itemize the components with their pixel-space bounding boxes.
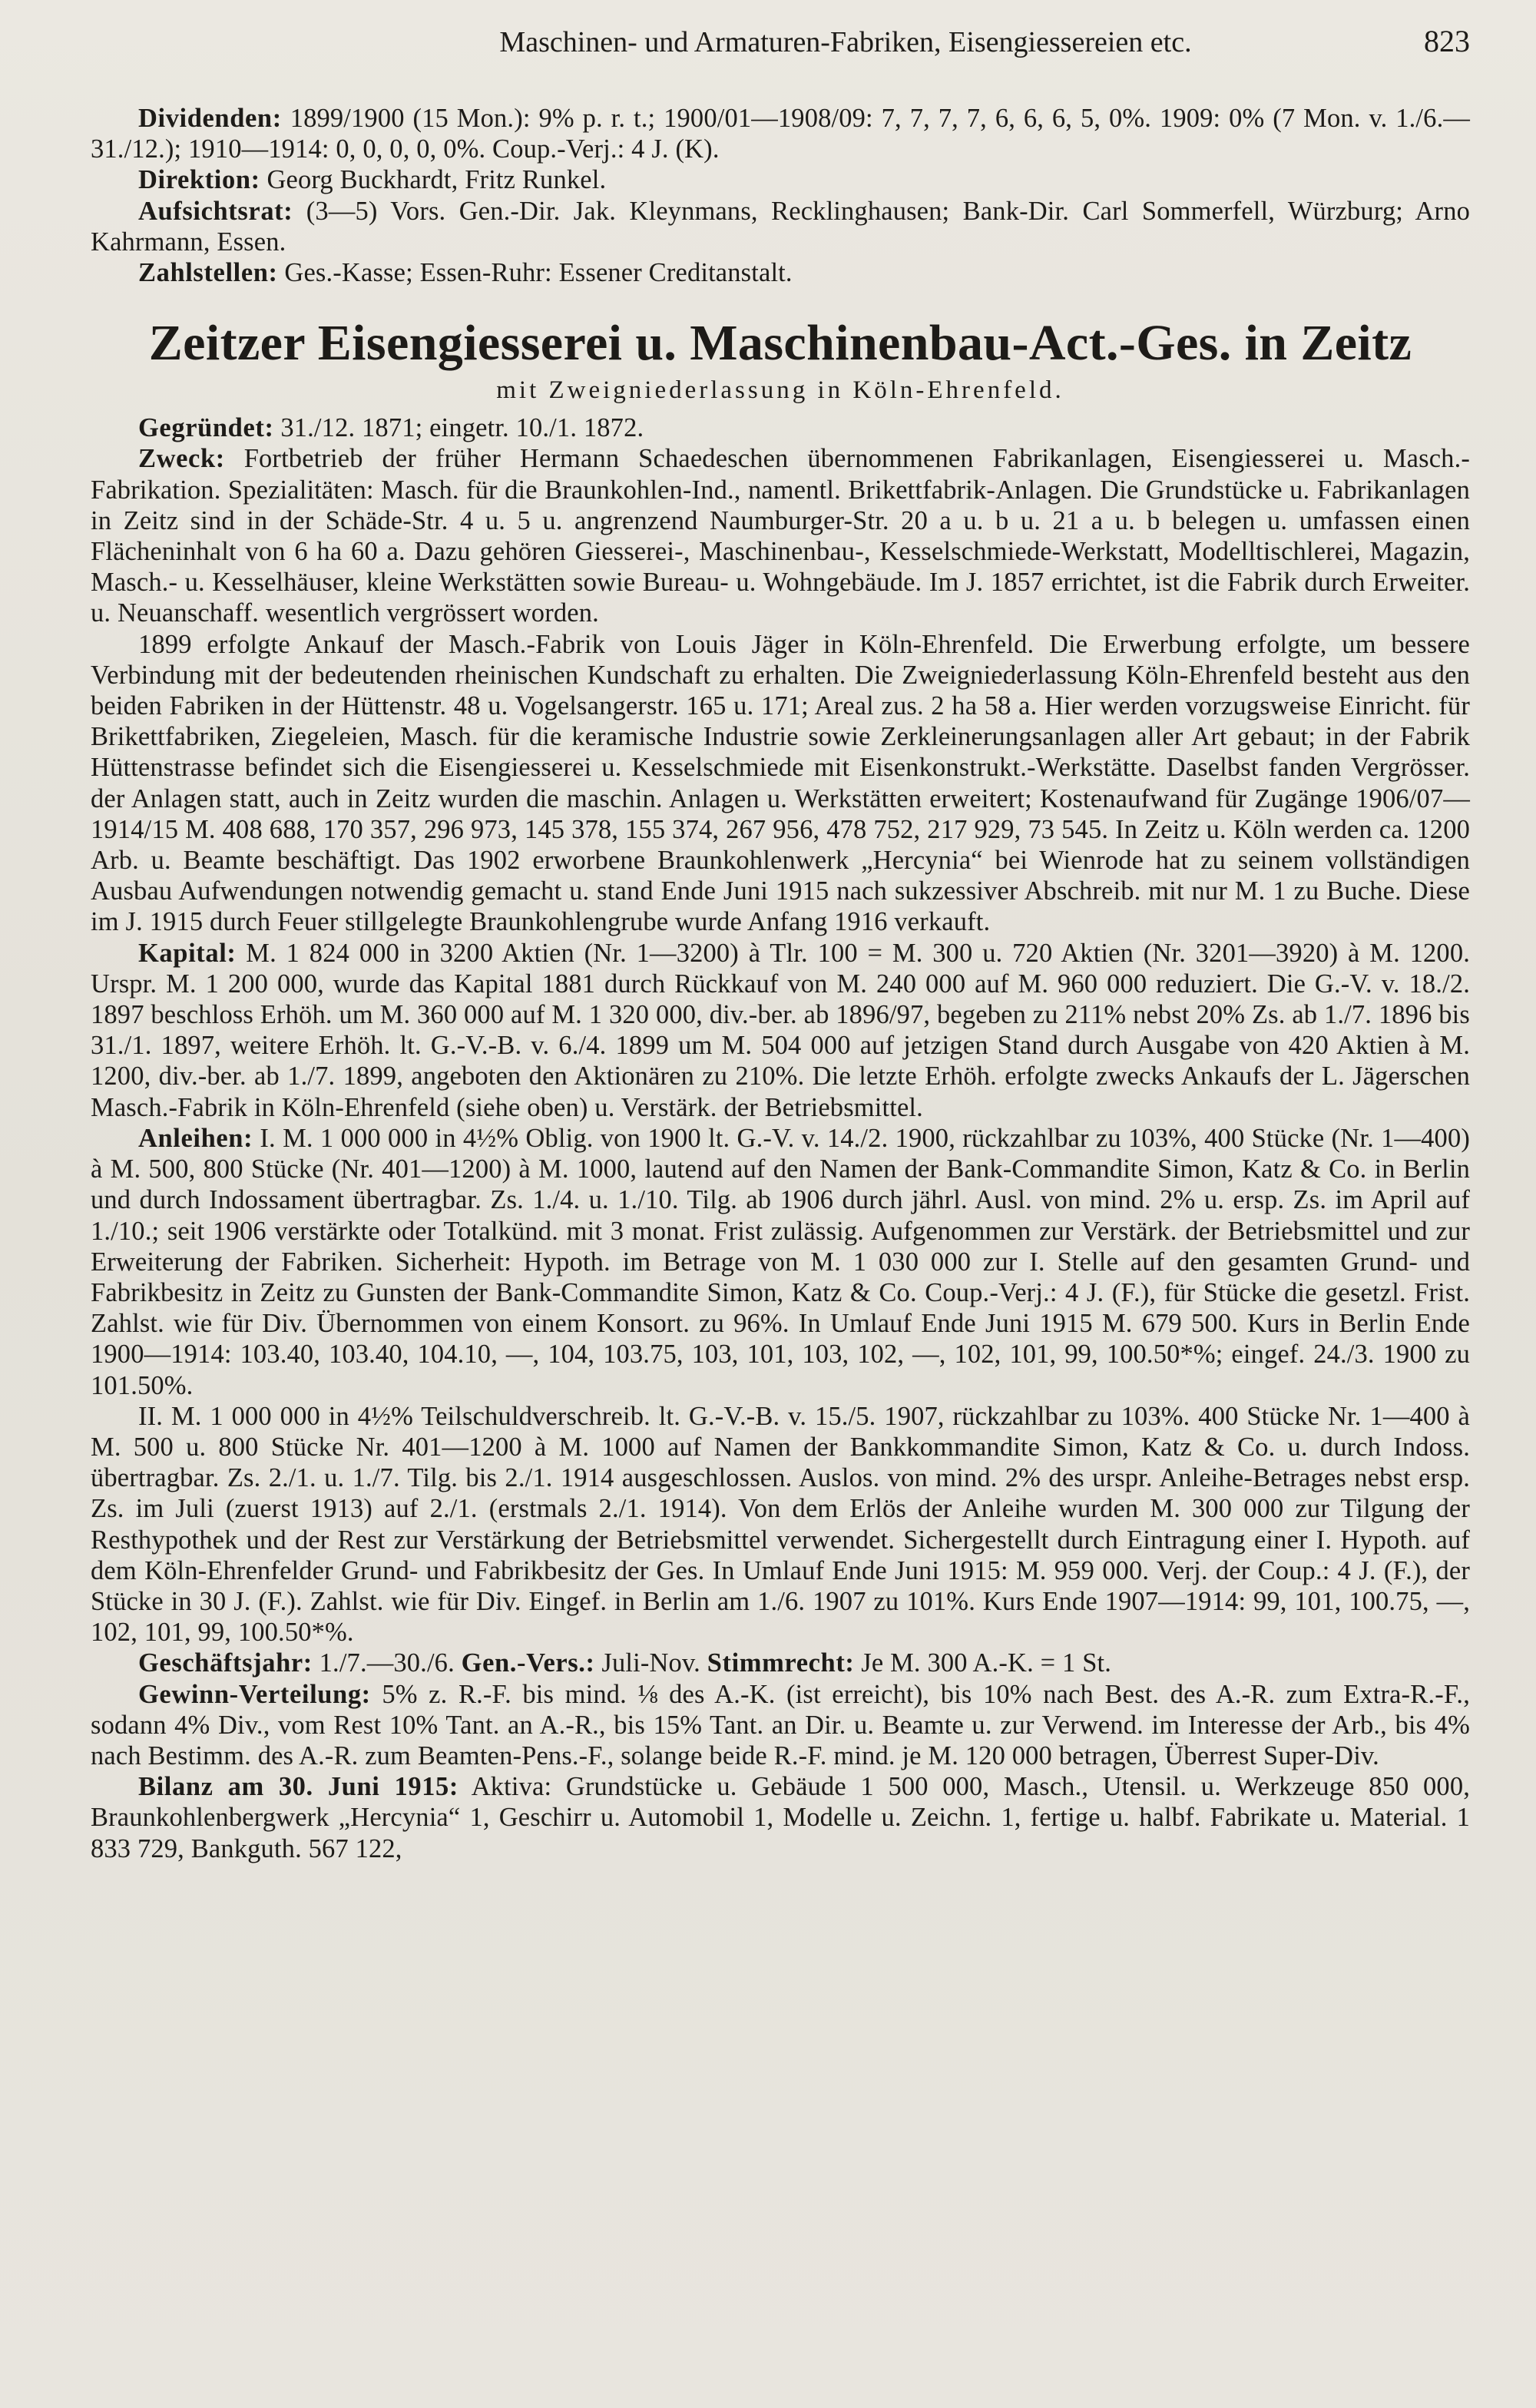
anleihen-label: Anleihen: [138,1123,253,1153]
zahlstellen-paragraph [91,257,1470,288]
zweck-text: Fortbetrieb der früher Hermann Schaedeschen übernommenen Fabrikanlagen, Eisengiesserei u. Masch.-Fabrikation. Spezialitäten: Masch. für die Braunkohlen-Ind., namentl. Brikettfabrik-Anlagen. Die Grundstücke u. Fabrikanlagen in Zeitz sind in der Schäde-Str. 4 u. 5 u. angrenzend Naumburger-Str. 20 a u. b u. 21 a u. b belegen u. umfassen einen Flächeninhalt von 6 ha 60 a. Dazu gehören Giesserei-, Maschinenbau-, Kesselschmiede-Werkstatt, Modelltischlerei, Magazin, Masch.- u. Kesselhäuser, kleine Werkstätten sowie Bureau- u. Wohngebäude. Im J. 1857 errichtet, ist die Fabrik durch Erweiter. u. Neuanschaff. wesentlich vergrössert worden. [91,444,1470,628]
bilanz-text: Aktiva: Grundstücke u. Gebäude 1 500 000, Masch., Utensil. u. Werkzeuge 850 000, Braunkohlenbergwerk „Hercynia“ 1, Geschirr u. Automobil 1, Modelle u. Zeichn. 1, fertige u. halbf. Fabrikate u. Material. 1 833 729, Bankguth. 567 122, [91,1772,1470,1863]
stimmrecht-text: Je M. 300 A.-K. = 1 St. [861,1648,1112,1678]
company-subtitle: mit Zweigniederlassung in Köln-Ehrenfeld. [496,376,1064,405]
gegruendet-text: 31./12. 1871; eingetr. 10./1. 1872. [280,413,644,443]
anleihen-i-paragraph [91,1123,1470,1401]
direktion-paragraph [91,164,1470,195]
history-paragraph: 1899 erfolgte Ankauf der Masch.-Fabrik von Louis Jäger in Köln-Ehrenfeld. Die Erwerbung erfolgte, um bessere Verbindung mit der bedeutenden rheinischen Kundschaft zu erhalten. Die Zweigniederlassung Köln-Ehrenfeld besteht aus den beiden Fabriken in der Hüttenstr. 48 u. Vogelsangerstr. 165 u. 171; Areal zus. 2 ha 58 a. Hier werden vorzugsweise Einricht. für Brikettfabriken, Ziegeleien, Masch. für die keramische Industrie sowie Zerkleinerungsanlagen aller Art gebaut; in der Fabrik Hüttenstrasse befindet sich die Eisengiesserei u. Kesselschmiede mit Eisenkonstrukt.-Werkstätte. Daselbst fanden Vergrösser. der Anlagen statt, auch in Zeitz wurden die maschin. Anlagen u. Werkstätten erweitert; Kostenaufwand für Zugänge 1906/07—1914/15 M. 408 688, 170 357, 296 973, 145 378, 155 374, 267 956, 478 752, 217 929, 73 545. In Zeitz u. Köln werden ca. 1200 Arb. u. Beamte beschäftigt. Das 1902 erworbene Braunkohlenwerk „Hercynia“ bei Wienrode hat zu seinem vollständigen Ausbau Aufwendungen notwendig gemacht u. stand Ende Juni 1915 nach sukzessiver Abschreib. mit nur M. 1 zu Buche. Diese im J. 1915 durch Feuer stillgelegte Braunkohlengrube wurde Anfang 1916 verkauft. [91,629,1470,937]
geschaeftsjahr-paragraph [91,1648,1470,1678]
gen-vers-text: Juli-Nov. [601,1648,700,1678]
aufsichtsrat-text: (3—5) Vors. Gen.-Dir. Jak. Kleynmans, Recklinghausen; Bank-Dir. Carl Sommerfell, Würzburg; Arno Kahrmann, Essen. [91,196,1470,257]
company-entry [91,412,1470,1864]
direktion-text: Georg Buckhardt, Fritz Runkel. [266,165,607,195]
zahlstellen-label: Zahlstellen: [138,258,278,288]
company-title: Zeitzer Eisengiesserei u. Maschinenbau-Act.-Ges. in Zeitz [148,315,1412,372]
running-head-title: Maschinen- und Armaturen-Fabriken, Eisengiessereien etc. [499,26,1192,58]
gegruendet-paragraph [91,412,1470,443]
aufsichtsrat-label: Aufsichtsrat: [138,196,293,226]
gegruendet-label: Gegründet: [138,413,274,443]
bilanz-paragraph [91,1771,1470,1864]
previous-entry [91,103,1470,288]
stimmrecht-label: Stimmrecht: [707,1648,855,1678]
zahlstellen-text: Ges.-Kasse; Essen-Ruhr: Essener Creditanstalt. [284,258,793,288]
kapital-label: Kapital: [138,938,237,968]
bilanz-label: Bilanz am 30. Juni 1915: [138,1772,458,1802]
anleihen-i-text: I. M. 1 000 000 in 4½% Oblig. von 1900 lt. G.-V. v. 14./2. 1900, rückzahlbar zu 103%, 400 Stücke (Nr. 1—400) à M. 500, 800 Stücke (Nr. 401—1200) à M. 1000, lautend auf den Namen der Bank-Commandite Simon, Katz & Co. in Berlin und durch Indossament übertragbar. Zs. 1./4. u. 1./10. Tilg. ab 1906 durch jährl. Ausl. von mind. 2% u. ersp. Zs. im April auf 1./10.; seit 1906 verstärkte oder Totalkünd. mit 3 monat. Frist zulässig. Aufgenommen zur Verstärk. der Betriebsmittel und zur Erweiterung der Fabriken. Sicherheit: Hypoth. im Betrage von M. 1 030 000 zur I. Stelle auf den gesamten Grund- und Fabrikbesitz in Zeitz zu Gunsten der Bank-Commandite Simon, Katz & Co. Coup.-Verj.: 4 J. (F.), für Stücke die gesetzl. Frist. Zahlst. wie für Div. Übernommen von einem Konsort. zu 96%. In Umlauf Ende Juni 1915 M. 679 500. Kurs in Berlin Ende 1900—1914: 103.40, 103.40, 104.10, —, 104, 103.75, 103, 101, 103, 102, —, 102, 101, 99, 100.50*%; eingef. 24./3. 1900 zu 101.50%. [91,1123,1470,1400]
anleihen-ii-paragraph: II. M. 1 000 000 in 4½% Teilschuldverschreib. lt. G.-V.-B. v. 15./5. 1907, rückzahlbar zu 103%. 400 Stücke Nr. 1—400 à M. 500 u. 800 Stücke Nr. 401—1200 à M. 1000 auf Namen der Bankkommandite Simon, Katz & Co. u. durch Indoss. übertragbar. Zs. 2./1. u. 1./7. Tilg. bis 2./1. 1914 ausgeschlossen. Auslos. von mind. 2% des urspr. Anleihe-Betrages nebst ersp. Zs. im Juli (zuerst 1913) auf 2./1. (erstmals 2./1. 1914). Von dem Erlös der Anleihe wurden M. 300 000 zur Tilgung der Resthypothek und der Rest zur Verstärkung der Betriebsmittel verwendet. Sichergestellt durch Eintragung einer I. Hypoth. auf dem Köln-Ehrenfelder Grund- und Fabrikbesitz der Ges. In Umlauf Ende Juni 1915: M. 959 000. Verj. der Coup.: 4 J. (F.), der Stücke in 30 J. (F.). Zahlst. wie für Div. Eingef. in Berlin am 1./6. 1907 zu 101%. Kurs Ende 1907—1914: 99, 101, 100.75, —, 102, 101, 99, 100.50*%. [91,1401,1470,1648]
direktion-label: Direktion: [138,165,260,195]
geschaeftsjahr-label: Geschäftsjahr: [138,1648,313,1678]
kapital-text: M. 1 824 000 in 3200 Aktien (Nr. 1—3200) à Tlr. 100 = M. 300 u. 720 Aktien (Nr. 3201—3920) à M. 1200. Urspr. M. 1 200 000, wurde das Kapital 1881 durch Rückkauf von M. 240 000 auf M. 960 000 reduziert. Die G.-V. v. 18./2. 1897 beschloss Erhöh. um M. 360 000 auf M. 1 320 000, div.-ber. ab 1896/97, begeben zu 211% nebst 20% Zs. ab 1./7. 1896 bis 31./1. 1897, weitere Erhöh. lt. G.-V.-B. v. 6./4. 1899 um M. 504 000 auf jetzigen Stand durch Ausgabe von 420 Aktien à M. 1200, div.-ber. ab 1./7. 1899, angeboten den Aktionären zu 210%. Die letzte Erhöh. erfolgte zwecks Ankaufs der L. Jägerschen Masch.-Fabrik in Köln-Ehrenfeld (siehe oben) u. Verstärk. der Betriebsmittel. [91,938,1470,1122]
zweck-paragraph [91,443,1470,628]
geschaeftsjahr-text: 1./7.—30./6. [319,1648,455,1678]
gewinn-text: 5% z. R.-F. bis mind. ⅛ des A.-K. (ist erreicht), bis 10% nach Best. des A.-R. zum Extra-R.-F., sodann 4% Div., vom Rest 10% Tant. an A.-R., bis 15% Tant. an Dir. u. Beamte u. zur Verwend. im Interesse der Arb., bis 4% nach Bestimm. des A.-R. zum Beamten-Pens.-F., solange beide R.-F. mind. je M. 120 000 betragen, Überrest Super-Div. [91,1679,1470,1770]
zweck-label: Zweck: [138,444,225,474]
aufsichtsrat-paragraph [91,196,1470,257]
running-head [91,23,1470,69]
dividenden-text: 1899/1900 (15 Mon.): 9% p. r. t.; 1900/01—1908/09: 7, 7, 7, 7, 6, 6, 6, 5, 0%. 1909: 0% (7 Mon. v. 1./6.—31./12.); 1910—1914: 0, 0, 0, 0, 0%. Coup.-Verj.: 4 J. (K). [91,104,1470,164]
gewinn-label: Gewinn-Verteilung: [138,1679,371,1709]
kapital-paragraph [91,938,1470,1123]
page-number: 823 [1424,24,1470,58]
gen-vers-label: Gen.-Vers.: [461,1648,595,1678]
gewinn-paragraph [91,1679,1470,1772]
dividenden-paragraph [91,103,1470,164]
dividenden-label: Dividenden: [138,104,282,133]
